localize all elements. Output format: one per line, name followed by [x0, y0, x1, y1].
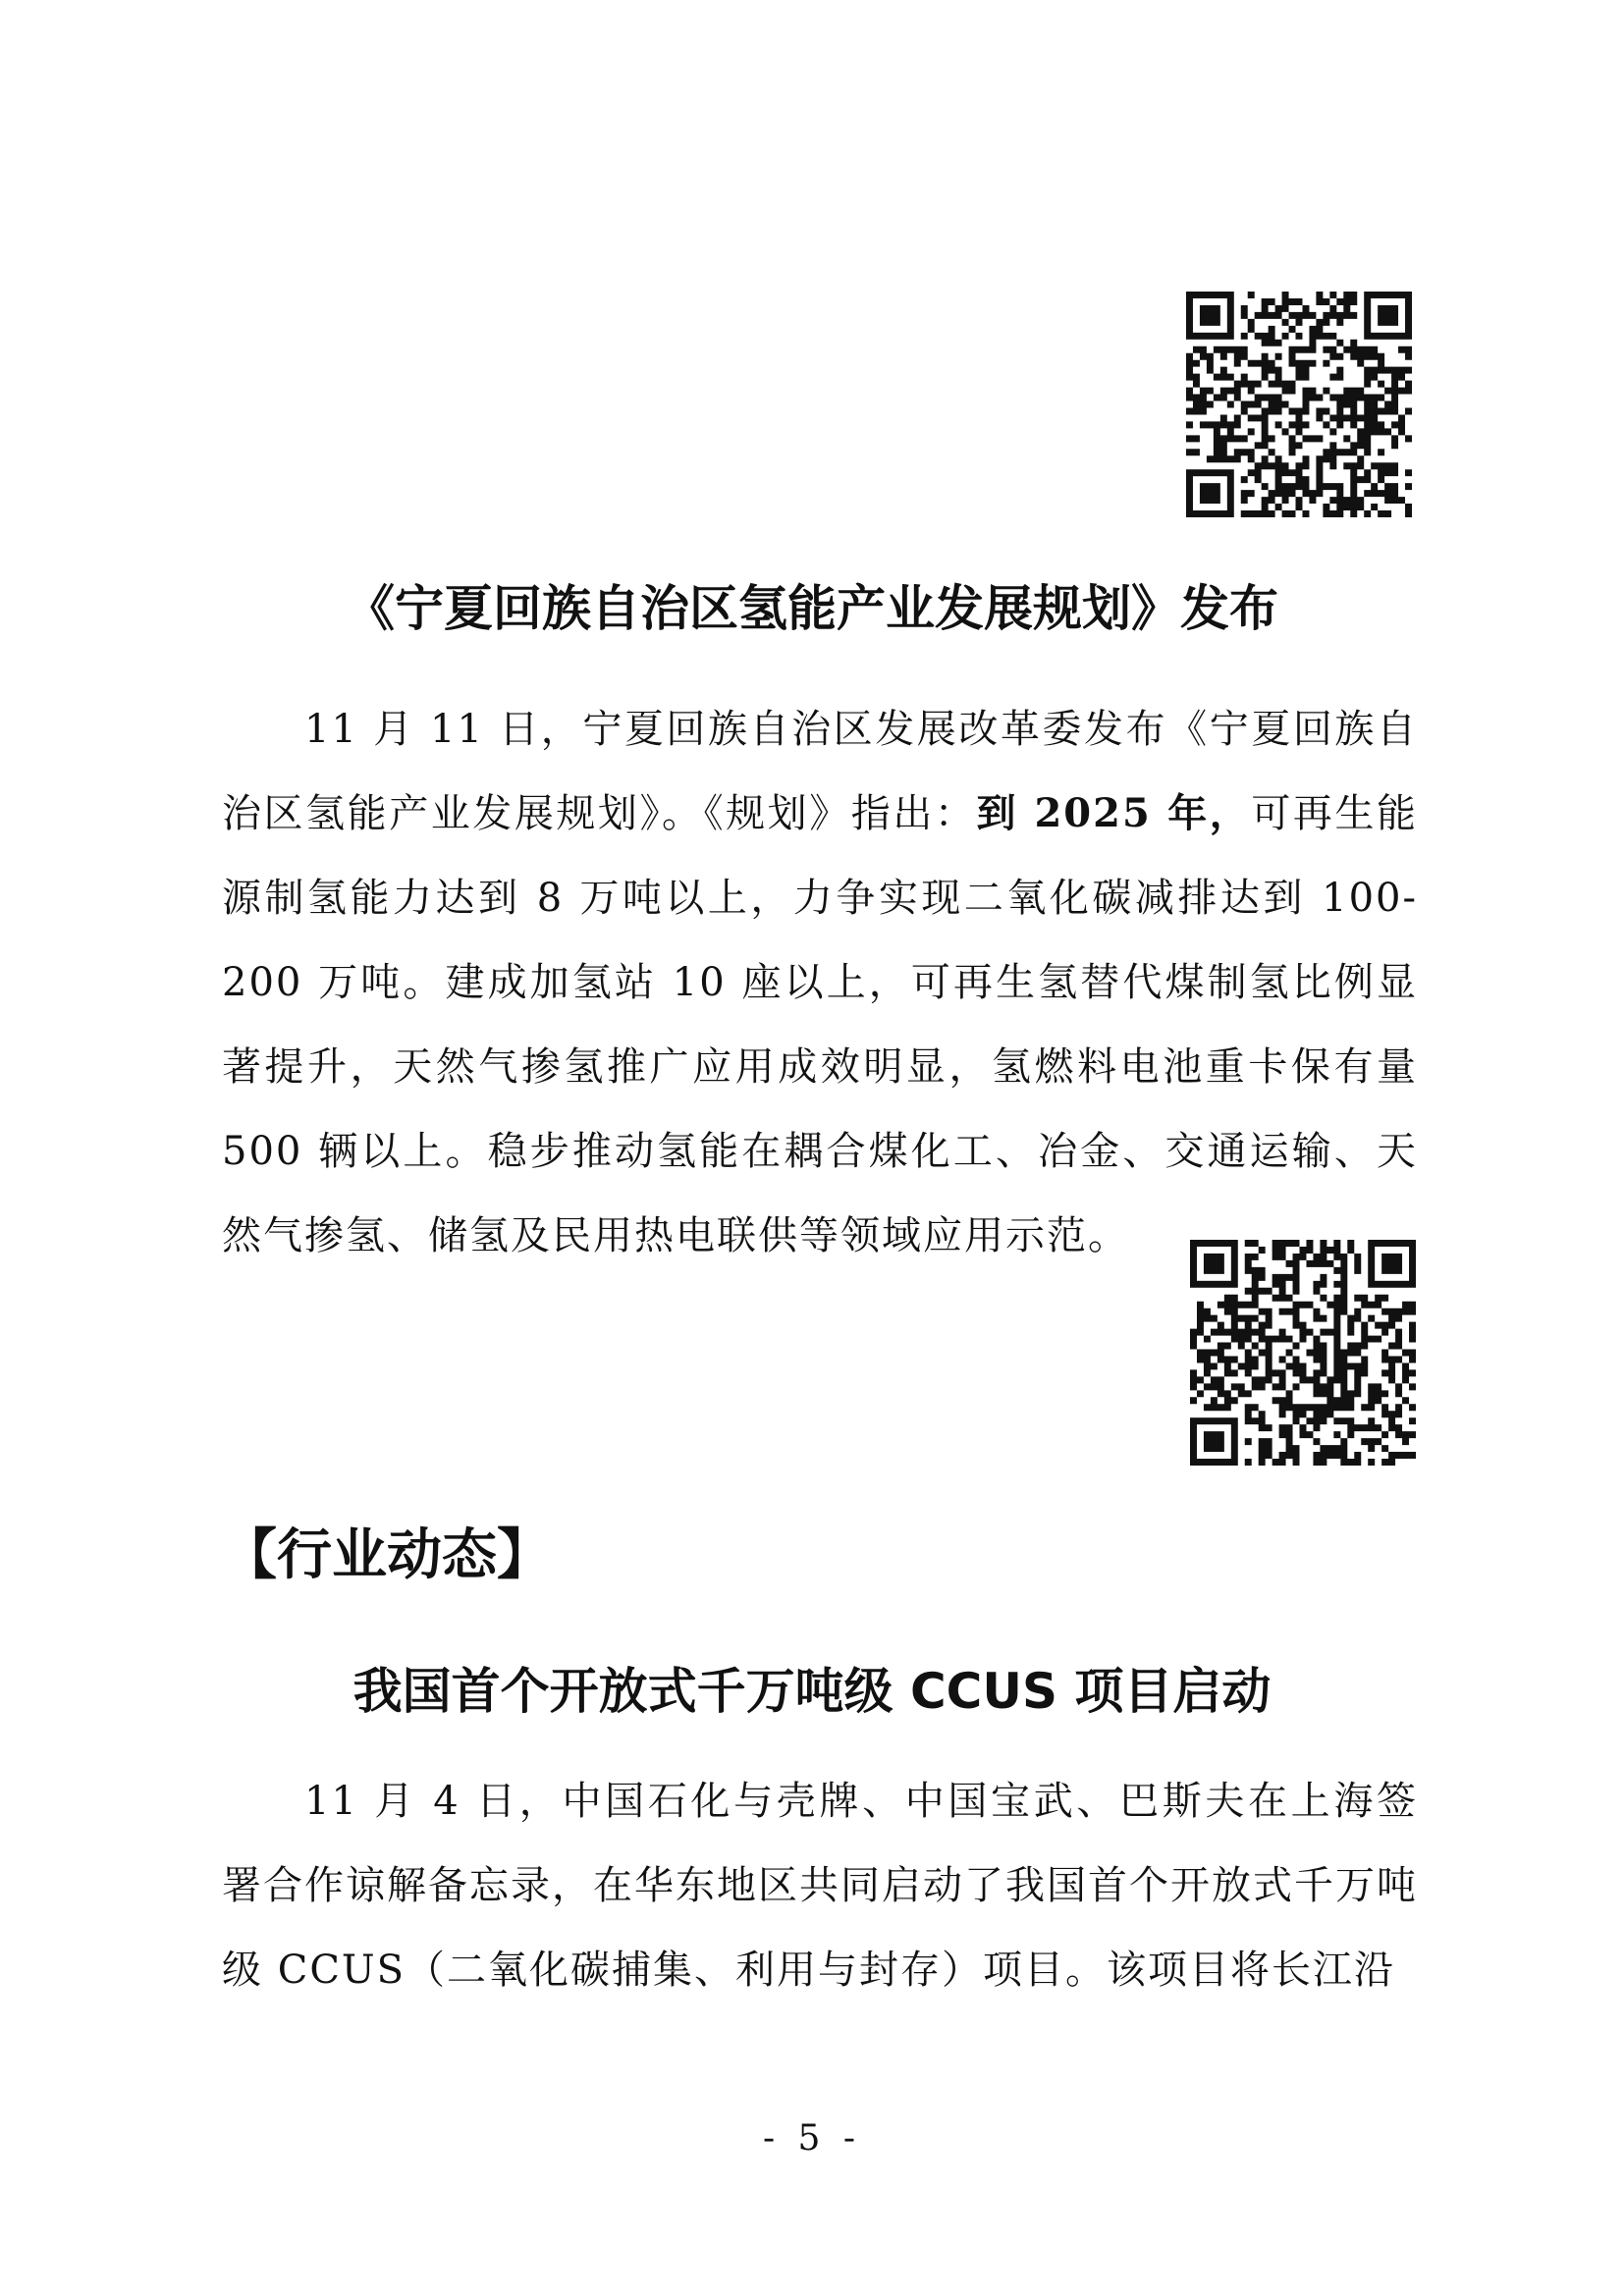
- qr-finder-icon: [1189, 294, 1230, 336]
- qr-code-bottom: [1190, 1240, 1416, 1466]
- qr-code-top: [1186, 292, 1412, 517]
- article-paragraph-hydrogen-plan: [222, 687, 1419, 1258]
- qr-finder-icon: [1189, 473, 1230, 514]
- qr-pattern-icon: [1186, 292, 1412, 517]
- paragraph-emphasis-text: 到 2025 年，: [976, 790, 1252, 836]
- page-number: - 5 -: [762, 2118, 862, 2159]
- paragraph-lead-text: 11 月 11 日，宁夏回族自治区发展改革委发布《宁夏回族自治区氢能产业发展规划》。《规划》指出：: [222, 707, 1418, 836]
- article-title-ccus-project: 我国首个开放式千万吨级 CCUS 项目启动: [352, 1663, 1272, 1720]
- qr-finder-icon: [1372, 1243, 1413, 1284]
- qr-pattern-icon: [1190, 1240, 1416, 1466]
- qr-finder-icon: [1193, 1243, 1234, 1284]
- article-title-hydrogen-plan: 《宁夏回族自治区氢能产业发展规划》发布: [346, 580, 1278, 637]
- section-label-industry-news: 【行业动态】: [222, 1523, 552, 1587]
- paragraph-rest-text: 可再生能源制氢能力达到 8 万吨以上，力争实现二氧化碳减排达到 100-200 万吨。建成加氢站 10 座以上，可再生氢替代煤制氢比例显著提升，天然气掺氢推广应用成效明显，氢燃料电池重卡保有量 500 辆以上。稳步推动氢能在耦合煤化工、冶金、交通运输、天然气掺氢、储氢及民用热电联供等领域应用示范。: [222, 791, 1419, 1258]
- article-paragraph-ccus-project: 11 月 4 日，中国石化与壳牌、中国宝武、巴斯夫在上海签署合作谅解备忘录，在华东地区共同启动了我国首个开放式千万吨级 CCUS（二氧化碳捕集、利用与封存）项目。该项目将长江沿: [222, 1779, 1418, 1993]
- qr-finder-icon: [1193, 1421, 1234, 1463]
- qr-finder-icon: [1368, 294, 1409, 336]
